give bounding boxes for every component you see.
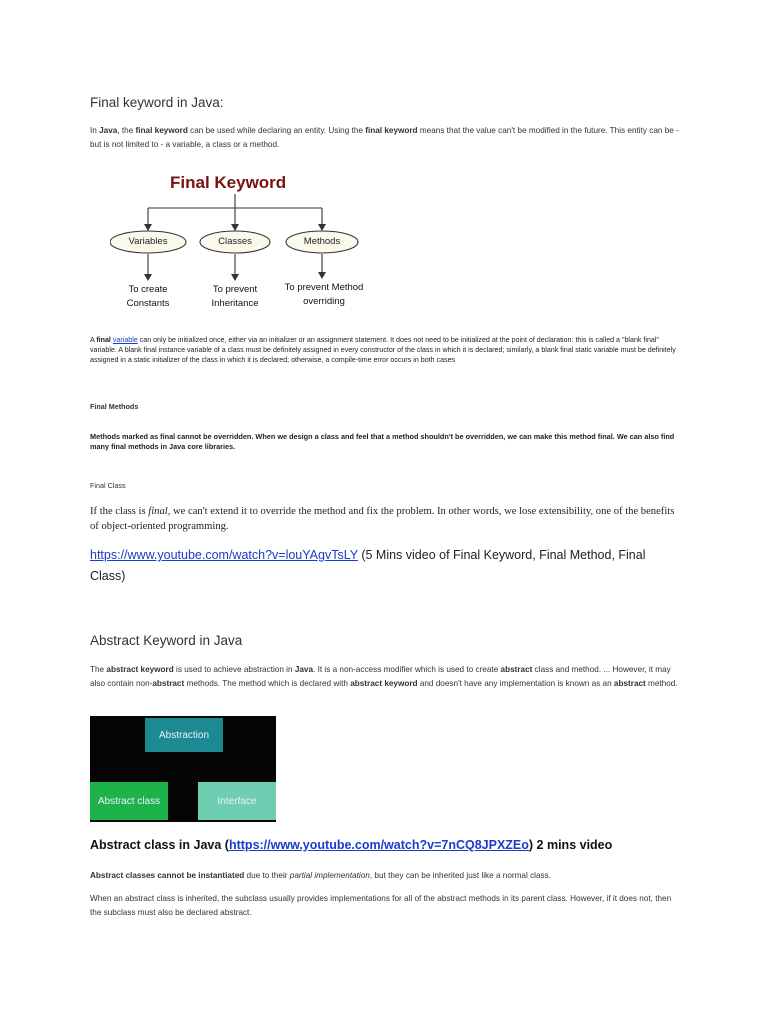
abstract-class-box: Abstract class [90, 782, 168, 820]
final-keyword-heading: Final keyword in Java: [90, 95, 224, 110]
diagram-methods-note: To prevent Method overriding [284, 282, 364, 307]
final-variable-paragraph: A final variable can only be initialized once, either via an initializer or an assignment statement. It does not need to be initialized at the point of declaration: this is called a "blank final" variable. A blank final instance variable of a class must be definitely assigned in every constructor of the class in which it is declared; similarly, a blank final static variable must be definitely assigned in a static initializer of the class in which it is declared; otherwise, a compile-time error occurs in both cases [90, 336, 676, 364]
abstract-intro-paragraph: The abstract keyword is used to achieve abstraction in Java. It is a non-access modifier which is used to create abstract class and method. ... However, it may also contain non-abstract methods. The method which is declared with abstract keyword and doesn't have any implementation is known as an abstract method. [90, 665, 678, 688]
final-class-heading: Final Class [90, 481, 126, 490]
final-keyword-diagram [110, 168, 370, 318]
abstract-class-heading: Abstract class in Java (https://www.youtube.com/watch?v=7nCQ8JPXZEo) 2 mins video [90, 838, 613, 852]
final-class-paragraph: If the class is final, we can't extend it to override the method and fix the problem. In other words, we lose extensibility, one of the benefits of object-oriented programming. [90, 506, 675, 532]
final-video-link[interactable]: https://www.youtube.com/watch?v=louYAgvTsLY [90, 548, 358, 562]
abstract-keyword-heading: Abstract Keyword in Java [90, 633, 243, 648]
variable-link[interactable]: variable [112, 336, 138, 344]
final-intro-paragraph: In Java, the final keyword can be used while declaring an entity. Using the final keyword means that the value can't be modified in the future. This entity can be - but is not limited to - a variable, a class or a method. [90, 126, 679, 149]
final-methods-paragraph: Methods marked as final cannot be overridden. When we design a class and feel that a method shouldn't be overridden, we can make this method final. We can also find many final methods in Java core libraries. [90, 432, 675, 451]
diagram-methods-label: Methods [303, 236, 341, 247]
abstraction-box: Abstraction [145, 718, 223, 752]
abstract-para-2: When an abstract class is inherited, the subclass usually provides implementations for all of the abstract methods in its parent class. However, if it does not, then the subclass must also be declared abstract. [90, 894, 672, 917]
interface-box: Interface [198, 782, 276, 820]
abstraction-diagram [90, 716, 276, 822]
final-video-line: https://www.youtube.com/watch?v=louYAgvTsLY (5 Mins video of Final Keyword, Final Method, Final Class) [90, 548, 646, 583]
final-methods-heading: Final Methods [90, 402, 139, 411]
diagram-title: Final Keyword [170, 173, 287, 192]
abstract-video-link[interactable]: https://www.youtube.com/watch?v=7nCQ8JPXZEo [228, 838, 529, 852]
diagram-classes-label: Classes [218, 236, 252, 247]
abstract-para-1: Abstract classes cannot be instantiated due to their partial implementation, but they can be inherited just like a normal class. [90, 871, 552, 880]
diagram-variables-label: Variables [128, 236, 168, 247]
diagram-classes-note: To prevent Inheritance [211, 284, 259, 309]
diagram-variables-note: To create Constants [126, 284, 170, 309]
